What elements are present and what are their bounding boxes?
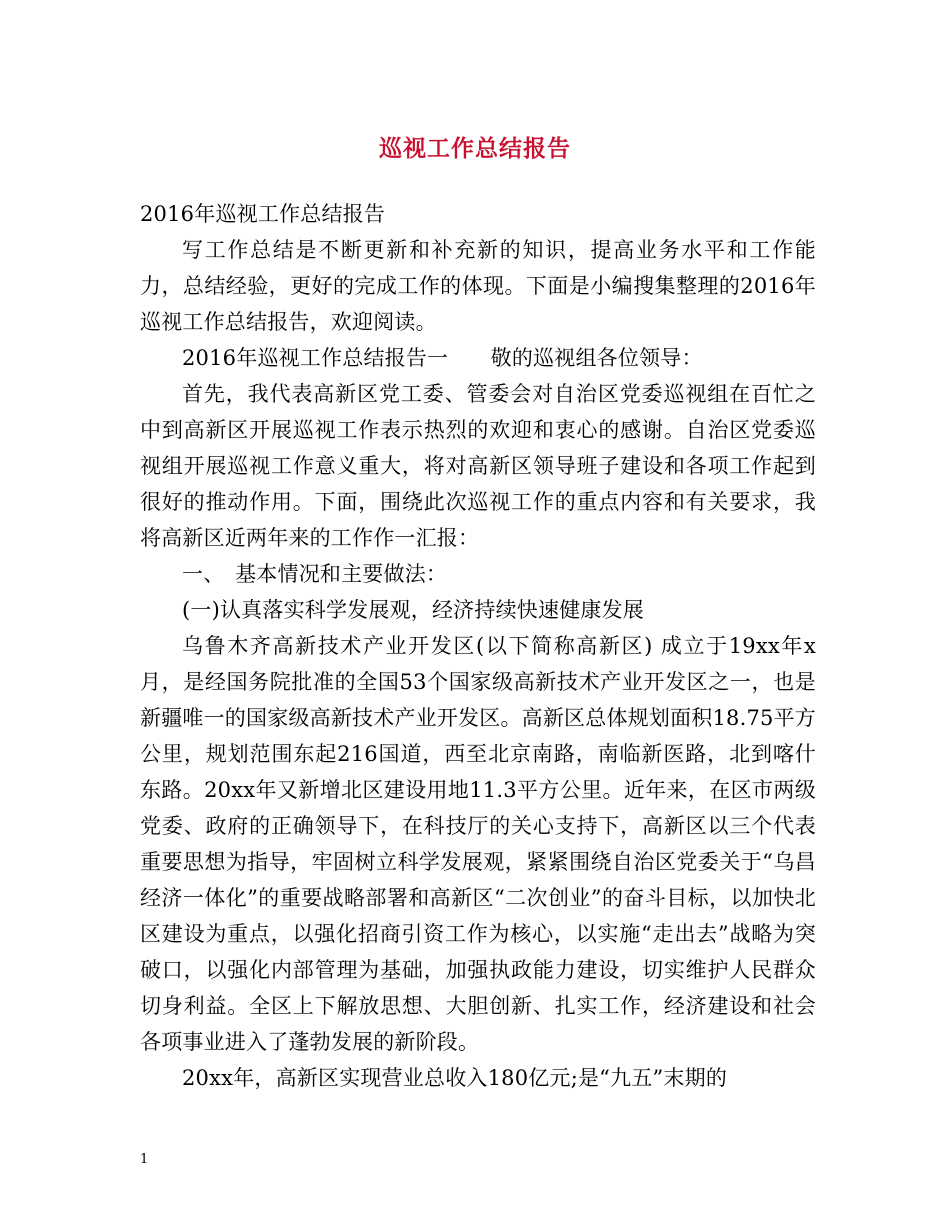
- document-body: [140, 196, 816, 1096]
- paragraph-subsection-one: (一)认真落实科学发展观，经济持续快速健康发展: [182, 598, 644, 622]
- paragraph-salutation: 2016年巡视工作总结报告一 敬的巡视组各位领导：: [182, 346, 703, 370]
- document-title: 巡视工作总结报告: [379, 136, 571, 162]
- section-heading: 2016年巡视工作总结报告: [140, 202, 386, 226]
- paragraph-intro: 写工作总结是不断更新和补充新的知识，提高业务水平和工作能力，总结经验，更好的完成工作的体现。下面是小编搜集整理的2016年巡视工作总结报告，欢迎阅读。: [140, 238, 816, 334]
- paragraph-background: 乌鲁木齐高新技术产业开发区(以下简称高新区) 成立于19xx年x月，是经国务院批准的全国53个国家级高新技术产业开发区之一，也是新疆唯一的国家级高新技术产业开发区。高新区总体规划面积18.75平方公里，规划范围东起216国道，西至北京南路，南临新医路，北到喀什东路。20xx年又新增北区建设用地11.3平方公里。近年来，在区市两级党委、政府的正确领导下，在科技厅的关心支持下，高新区以三个代表重要思想为指导，牢固树立科学发展观，紧紧围绕自治区党委关于“乌昌经济一体化”的重要战略部署和高新区“二次创业”的奋斗目标，以加快北区建设为重点，以强化招商引资工作为核心，以实施“走出去”战略为突破口，以强化内部管理为基础，加强执政能力建设，切实维护人民群众切身利益。全区上下解放思想、大胆创新、扎实工作，经济建设和社会各项事业进入了蓬勃发展的新阶段。: [140, 634, 816, 1054]
- page-number: 1: [140, 1152, 149, 1167]
- paragraph-section-one: 一、 基本情况和主要做法：: [182, 562, 448, 586]
- paragraph-revenue: 20xx年，高新区实现营业总收入180亿元;是“九五”末期的: [182, 1066, 728, 1090]
- paragraph-opening: 首先，我代表高新区党工委、管委会对自治区党委巡视组在百忙之中到高新区开展巡视工作表示热烈的欢迎和衷心的感谢。自治区党委巡视组开展巡视工作意义重大，将对高新区领导班子建设和各项工作起到很好的推动作用。下面，围绕此次巡视工作的重点内容和有关要求，我将高新区近两年来的工作作一汇报：: [140, 382, 816, 550]
